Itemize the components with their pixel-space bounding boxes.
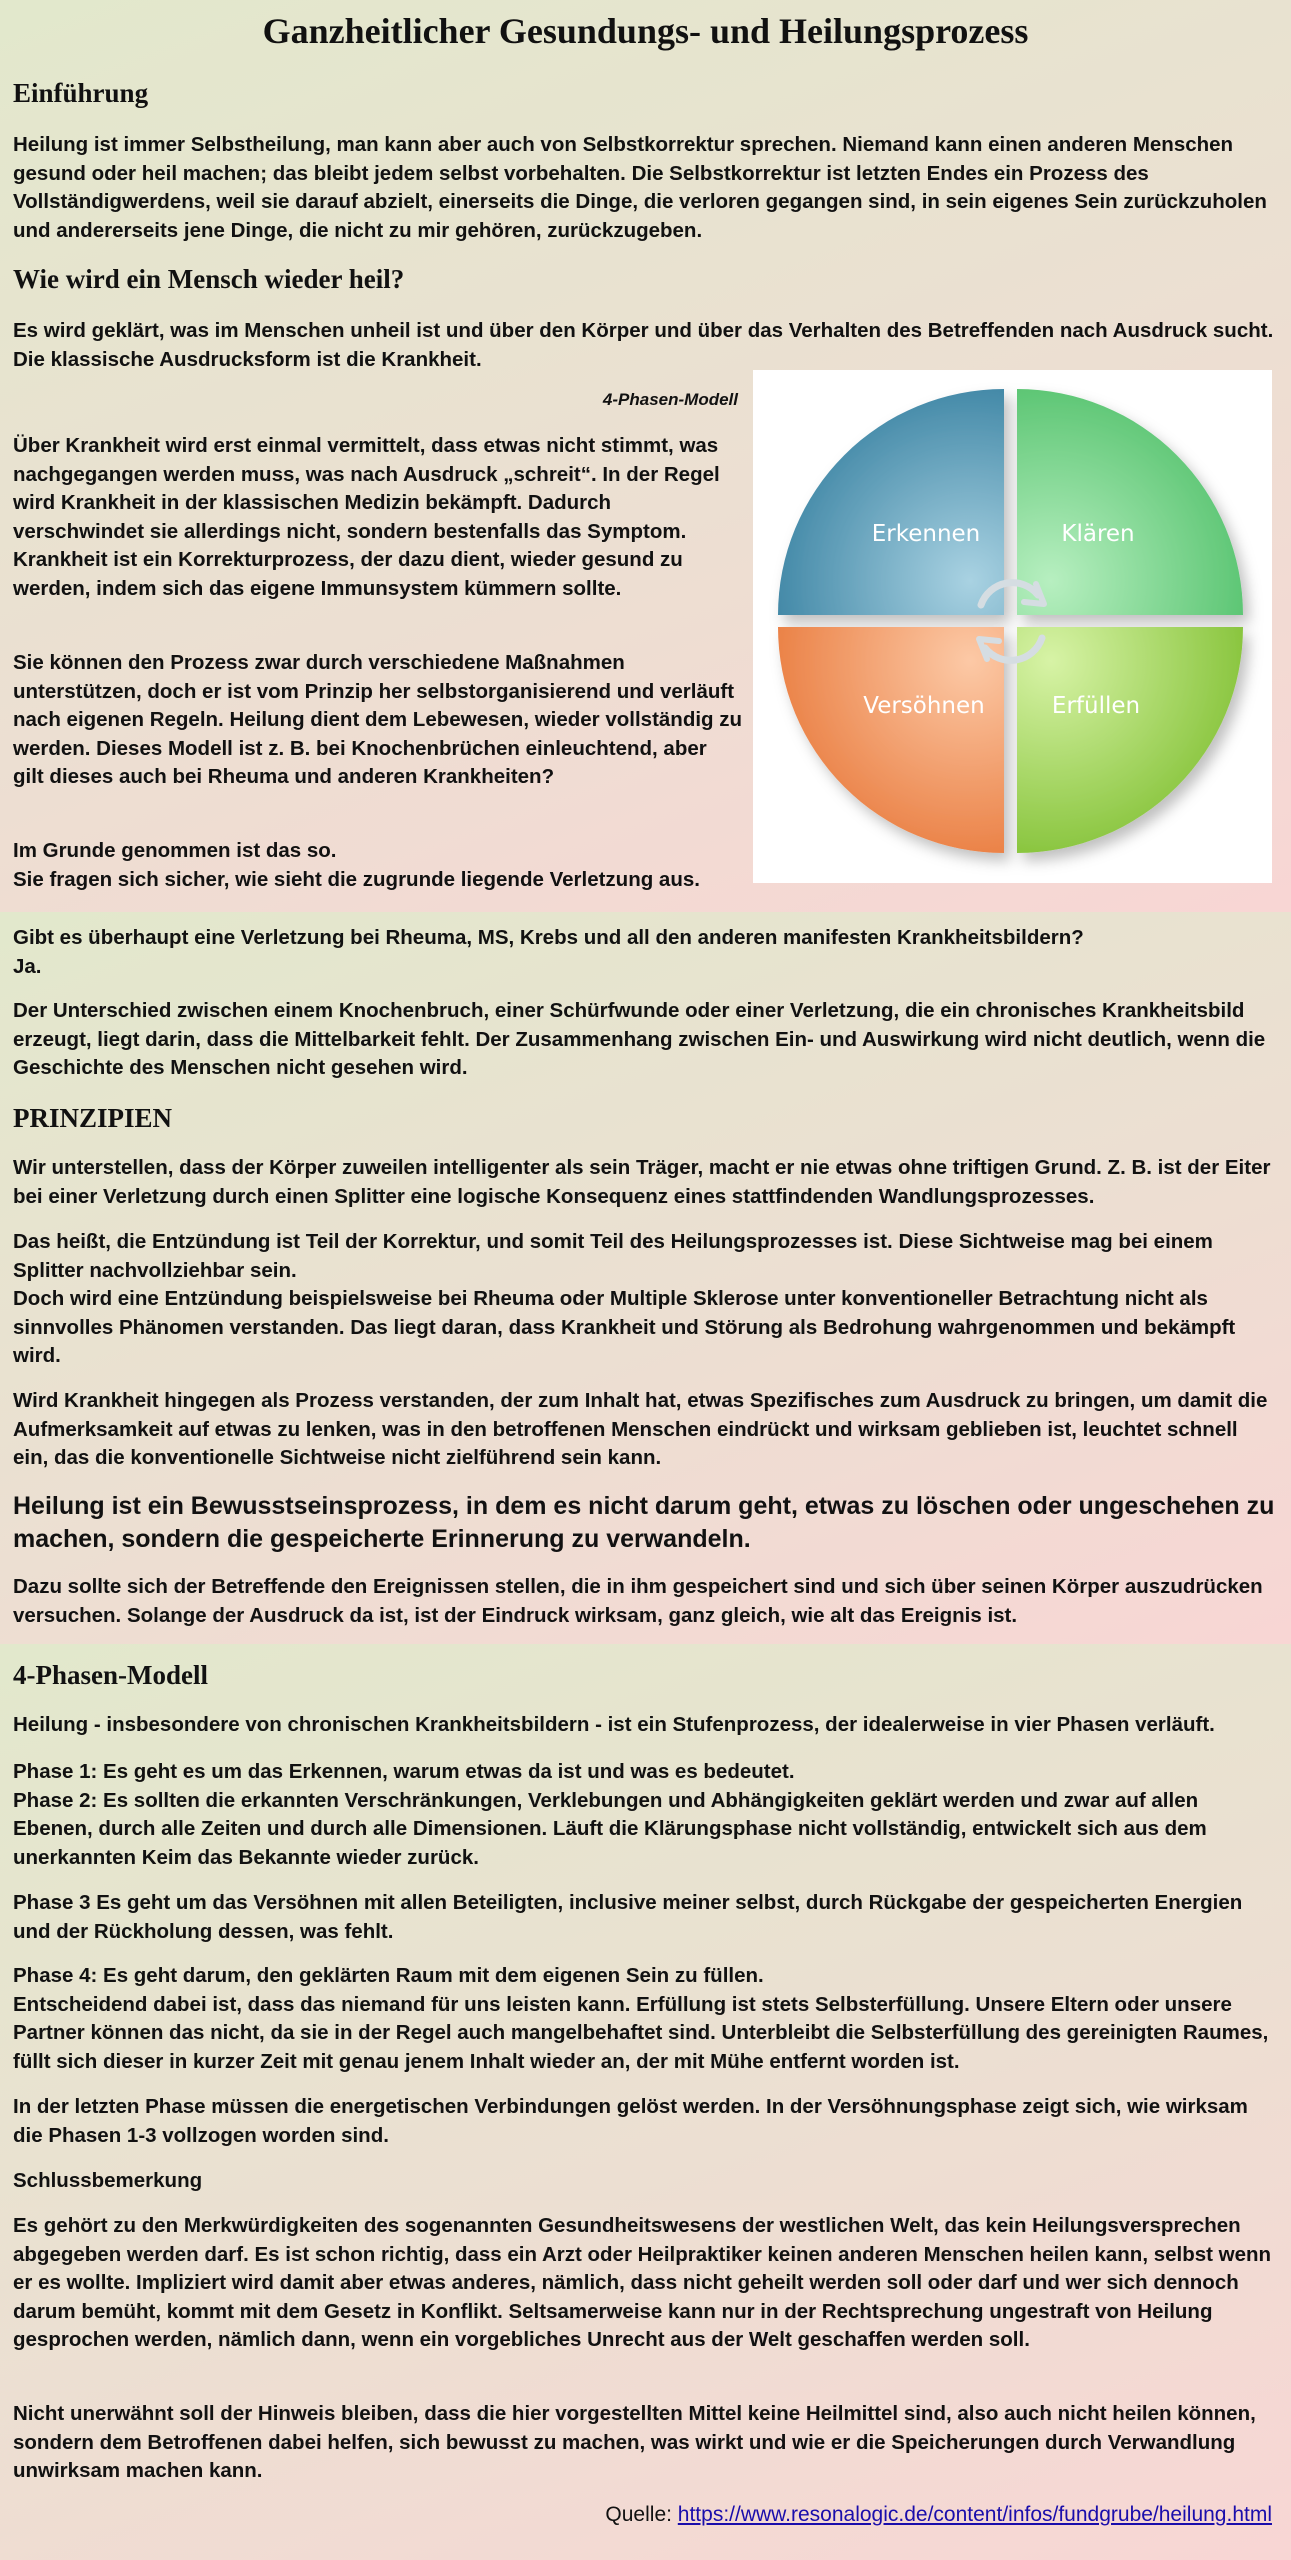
- four-phase-diagram: [753, 370, 1272, 883]
- heal-paragraph-3: Sie können den Prozess zwar durch verschiedene Maßnahmen unterstützen, doch er ist vom Prinzip her selbstorganisierend und verläuft nach eigenen Regeln. Heilung dient dem Lebewesen, wieder vollständig zu werden. Dieses Modell ist z. B. bei Knochenbrüchen einleuchtend, aber gilt dieses auch bei Rheuma und anderen Krankheiten?: [13, 651, 743, 788]
- middle-question-answer: Ja.: [13, 954, 42, 978]
- intro-text: Heilung ist immer Selbstheilung, man kann aber auch von Selbstkorrektur sprechen. Niemand kann einen anderen Menschen gesund oder heil machen; das bleibt jedem selbst vorbehalten. Die Selbstkorrektur ist letzten Endes ein Prozess des Vollständigwerdens, weil sie darauf abzielt, einerseits die Dinge, die verloren gegangen sind, in sein eigenes Sein zurückzuholen und andererseits jene Dinge, die nicht zu mir gehören, zurückzugeben.: [13, 133, 1267, 242]
- phase-1: Phase 1: Es geht es um das Erkennen, warum etwas da ist und was es bedeutet.: [13, 1760, 795, 1783]
- middle-paragraph-1: Der Unterschied zwischen einem Knochenbruch, einer Schürfwunde oder einer Verletzung, die ein chronisches Krankheitsbild erzeugt, liegt darin, dass die Mittelbarkeit fehlt. Der Zusammenhang zwischen Ein- und Auswirkung wird nicht deutlich, wenn die Geschichte des Menschen nicht gesehen wird.: [13, 999, 1266, 1079]
- phase-4-detail: Entscheidend dabei ist, dass das niemand für uns leisten kann. Erfüllung ist stets Selbsterfüllung. Unsere Eltern oder unsere Partner können das nicht, da sie in der Regel auch mangelbehaftet sind. Unterbleibt die Selbsterfüllung des gereinigten Raumes, füllt sich dieser in kurzer Zeit mit genau jenem Inhalt wieder an, der mit Mühe entfernt worden ist.: [13, 1992, 1269, 2073]
- label-klaeren: Klären: [1061, 521, 1135, 547]
- phase-2: Phase 2: Es sollten die erkannten Verschränkungen, Verklebungen und Abhängigkeiten geklärt werden und zwar auf allen Ebenen, durch alle Zeiten und durch alle Dimensionen. Läuft die Klärungsphase nicht vollständig, entwickelt sich aus dem unerkannten Keim das Bekannte wieder zurück.: [13, 1788, 1207, 1869]
- principles-paragraph-4: Dazu sollte sich der Betreffende den Ereignissen stellen, die in ihm gespeichert sind und sich über seinen Körper auszudrücken versuchen. Solange der Ausdruck da ist, ist der Eindruck wirksam, ganz gleich, wie alt das Ereignis ist.: [13, 1575, 1263, 1627]
- phases-last: In der letzten Phase müssen die energetischen Verbindungen gelöst werden. In der Versöhnungsphase zeigt sich, wie wirksam die Phasen 1-3 vollzogen worden sind.: [13, 2095, 1248, 2147]
- heal-paragraph-4: [13, 837, 743, 894]
- quadrant-versoehnen: [778, 627, 1004, 853]
- principles-paragraph-2a: Das heißt, die Entzündung ist Teil der Korrektur, und somit Teil des Heilungsprozesses ist. Diese Sichtweise mag bei einem Splitter nachvollziehbar sein.: [13, 1230, 1213, 1282]
- heal-paragraph-2: Über Krankheit wird erst einmal vermittelt, dass etwas nicht stimmt, was nachgegangen werden muss, was nach Ausdruck „schreit“. In der Regel wird Krankheit in der klassischen Medizin bekämpft. Dadurch verschwindet sie allerdings nicht, sondern bestenfalls das Symptom. Krankheit ist ein Korrekturprozess, der dazu dient, wieder gesund zu werden, indem sich das eigene Immunsystem kümmern sollte.: [13, 434, 720, 600]
- heal-paragraph-4a: Im Grunde genommen ist das so.: [13, 839, 337, 862]
- phase-3: Phase 3 Es geht um das Versöhnen mit allen Beteiligten, inclusive meiner selbst, durch Rückgabe der gespeicherten Energien und der Rückholung dessen, was fehlt.: [13, 1891, 1243, 1943]
- cycle-arrows-icon: [979, 583, 1044, 661]
- phases-intro: Heilung - insbesondere von chronischen Krankheitsbildern - ist ein Stufenprozess, der idealerweise in vier Phasen verläuft.: [13, 1713, 1215, 1736]
- phase-4: Phase 4: Es geht darum, den geklärten Raum mit dem eigenen Sein zu füllen.: [13, 1964, 764, 1987]
- principles-paragraph-2: [13, 1228, 1278, 1371]
- source-link[interactable]: https://www.resonalogic.de/content/infos/fundgrube/heilung.html: [677, 2503, 1272, 2526]
- principles-heading: PRINZIPIEN: [13, 1103, 173, 1133]
- principles-paragraph-3: Wird Krankheit hingegen als Prozess verstanden, der zum Inhalt hat, etwas Spezifisches zum Ausdruck zu bringen, um damit die Aufmerksamkeit auf etwas zu lenken, was in den betroffenen Menschen eindrückt und wirksam geblieben ist, leuchtet schnell ein, das die konventionelle Sichtweise nicht zielführend sein kann.: [13, 1389, 1268, 1469]
- label-erkennen: Erkennen: [871, 521, 981, 547]
- intro-heading: Einführung: [13, 78, 149, 108]
- source-line: [605, 2503, 1272, 2527]
- heal-paragraph-1: Es wird geklärt, was im Menschen unheil ist und über den Körper und über das Verhalten des Betreffenden nach Ausdruck sucht. Die klassische Ausdrucksform ist die Krankheit.: [13, 319, 1274, 371]
- closing-paragraph-1: Es gehört zu den Merkwürdigkeiten des sogenannten Gesundheitswesens der westlichen Welt, das kein Heilungsversprechen abgegeben werden darf. Es ist schon richtig, dass ein Arzt oder Heilpraktiker keinen anderen Menschen heilen kann, selbst wenn er es wollte. Impliziert wird damit aber etwas anderes, nämlich, dass nicht geheilt werden soll oder darf und wer sich dennoch darum bemüht, kommt mit dem Gesetz in Konflikt. Seltsamerweise kann nur in der Rechtsprechung ungestraft von Heilung gesprochen werden, nämlich dann, wenn ein vorgebliches Unrecht aus der Welt geschaffen werden soll.: [13, 2214, 1272, 2351]
- phases-heading: 4-Phasen-Modell: [13, 1660, 208, 1690]
- closing-paragraph-2: Nicht unerwähnt soll der Hinweis bleiben, dass die hier vorgestellten Mittel keine Heilmittel sind, also auch nicht heilen können, sondern dem Betroffenen dabei helfen, sich bewusst zu machen, was wirkt und wie er die Speicherungen durch Verwandlung unwirksam machen kann.: [13, 2402, 1256, 2482]
- middle-question: [13, 924, 1278, 981]
- closing-heading: Schlussbemerkung: [13, 2169, 203, 2192]
- principles-highlight: Heilung ist ein Bewusstseinsprozess, in dem es nicht darum geht, etwas zu löschen oder ungeschehen zu machen, sondern die gespeicherte Erinnerung zu verwandeln.: [13, 1492, 1275, 1553]
- heal-paragraph-4b: Sie fragen sich sicher, wie sieht die zugrunde liegende Verletzung aus.: [13, 867, 700, 891]
- principles-paragraph-2b: Doch wird eine Entzündung beispielsweise bei Rheuma oder Multiple Sklerose unter konventioneller Betrachtung nicht als sinnvolles Phänomen verstanden. Das liegt daran, dass Krankheit und Störung als Bedrohung wahrgenommen und bekämpft wird.: [13, 1287, 1236, 1367]
- phase-4-block: [13, 1962, 1278, 2076]
- page-title: Ganzheitlicher Gesundungs- und Heilungsprozess: [262, 11, 1029, 51]
- source-label: Quelle:: [605, 2503, 678, 2526]
- phases-list-1-2: [13, 1758, 1278, 1872]
- quadrant-erkennen: [778, 389, 1004, 615]
- heal-heading: Wie wird ein Mensch wieder heil?: [13, 264, 405, 294]
- label-erfuellen: Erfüllen: [1051, 693, 1141, 719]
- diagram-caption: 4-Phasen-Modell: [602, 390, 738, 409]
- label-versoehnen: Versöhnen: [863, 693, 985, 719]
- quadrant-erfuellen: [1017, 627, 1243, 853]
- middle-question-text: Gibt es überhaupt eine Verletzung bei Rheuma, MS, Krebs und all den anderen manifesten Krankheitsbildern?: [13, 926, 1084, 949]
- principles-paragraph-1: Wir unterstellen, dass der Körper zuweilen intelligenter als sein Träger, macht er nie etwas ohne triftigen Grund. Z. B. ist der Eiter bei einer Verletzung durch einen Splitter eine logische Konsequenz eines stattfindenden Wandlungsprozesses.: [13, 1156, 1271, 1208]
- quadrant-klaeren: [1017, 389, 1243, 615]
- four-phase-diagram-svg: [753, 370, 1272, 883]
